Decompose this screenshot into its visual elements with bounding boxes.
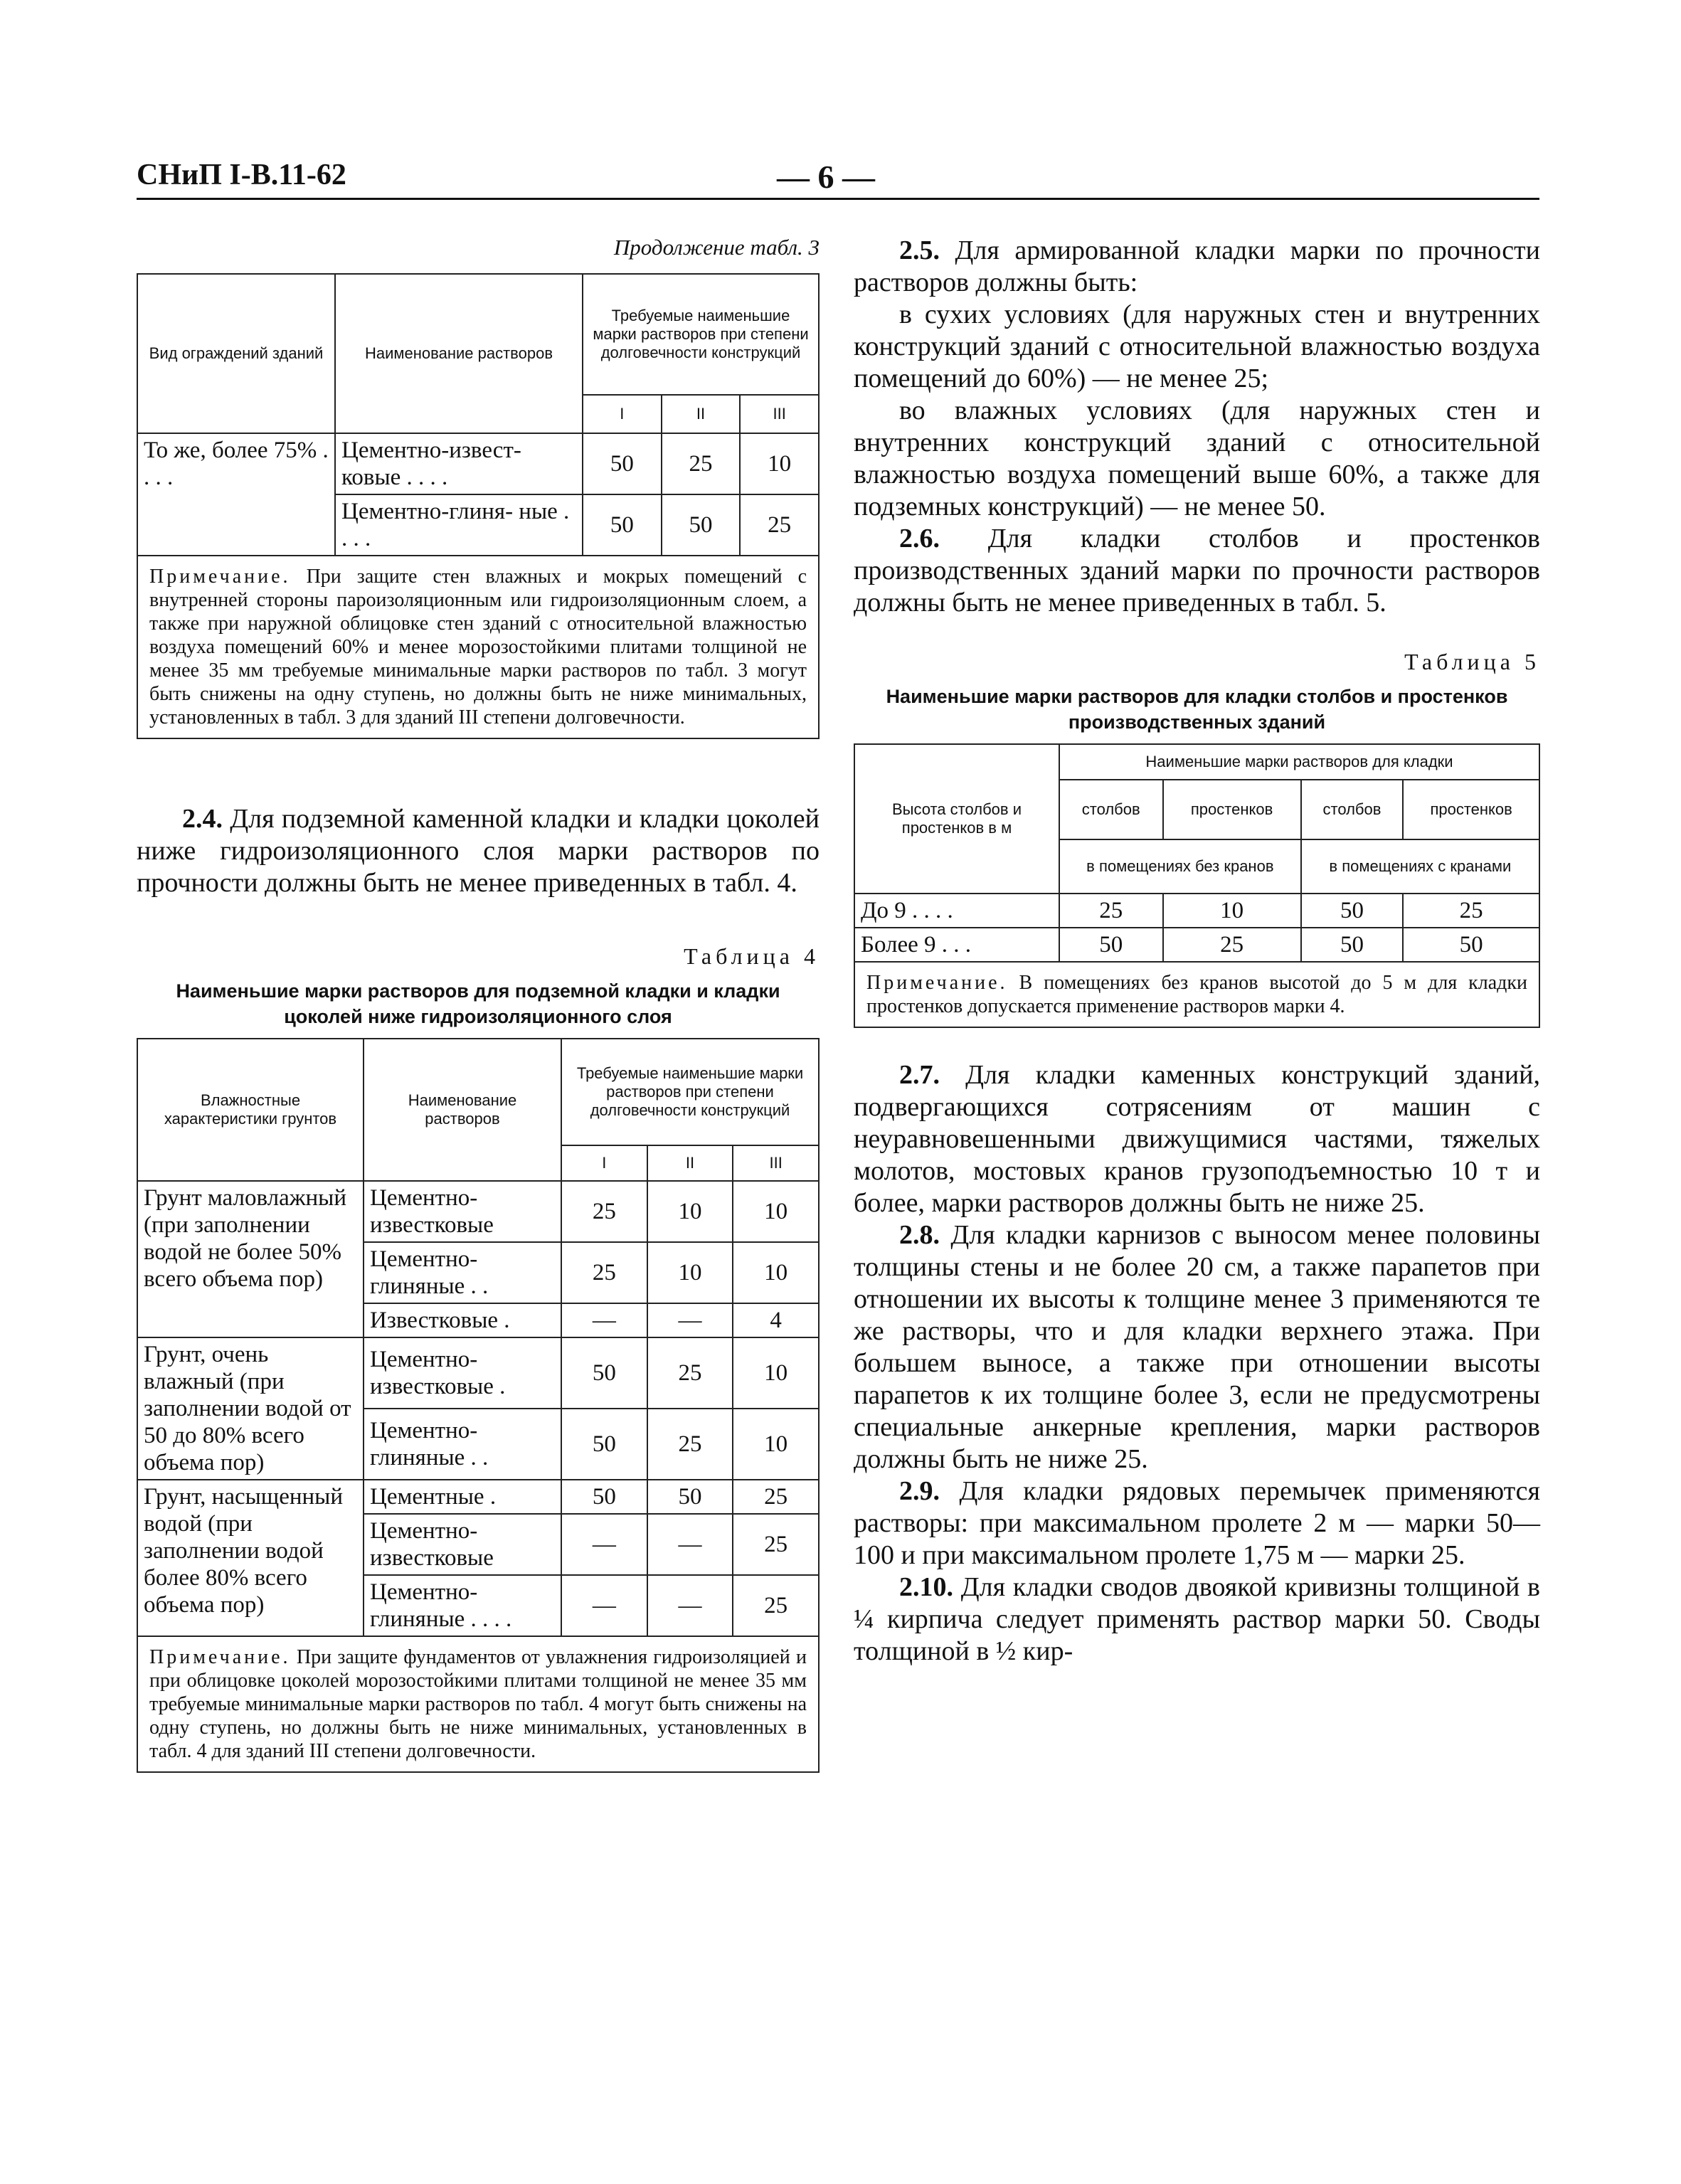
table4-cell: 10 <box>647 1242 733 1303</box>
table5-sub: столбов <box>1301 780 1404 839</box>
document-code: СНиП I-В.11-62 <box>137 159 346 191</box>
table5-cell: 50 <box>1059 928 1163 962</box>
table4-cell: 25 <box>733 1575 819 1636</box>
paragraph-number: 2.6. <box>899 524 940 553</box>
paragraph-2-6 <box>854 523 1540 619</box>
table4-cell: 25 <box>733 1480 819 1514</box>
table4-cell: — <box>647 1575 733 1636</box>
table5-cell: 25 <box>1403 894 1539 928</box>
table5 <box>854 743 1540 1028</box>
table3-cell: 10 <box>740 433 819 494</box>
table3-cell: 50 <box>583 494 662 556</box>
table3-col-requirement: Требуемые наименьшие марки растворов при степени долговечности конструкций <box>583 274 819 395</box>
page-header <box>137 158 1539 200</box>
table3-deg-1: I <box>583 395 662 433</box>
table4-col-requirement: Требуемые наименьшие марки растворов при степени долговечности конструкций <box>561 1039 819 1145</box>
table3-cell: 25 <box>662 433 741 494</box>
table4-cell: 50 <box>561 1480 647 1514</box>
table4-deg-2: II <box>647 1145 733 1181</box>
paragraph-2-9 <box>854 1475 1540 1571</box>
table3-cell: 50 <box>662 494 741 556</box>
table5-cell: 25 <box>1163 928 1301 962</box>
table4-cell: — <box>561 1303 647 1337</box>
table4-note-text: При защите фундаментов от увлажнения гидроизоляцией и при облицовке цоколей морозостойкими плитами толщиной не менее 35 мм требуемые минимальные марки растворов по табл. 4 могут быть снижены на одну ступень, но должны быть не ниже минимальных, установленных в табл. 4 для зданий III степени долговечности. <box>149 1646 807 1762</box>
table5-label: Таблица 5 <box>1404 649 1540 674</box>
table4-cell: 25 <box>647 1337 733 1409</box>
paragraph-2-5 <box>854 235 1540 299</box>
table4-cell: — <box>561 1575 647 1636</box>
table3-cell: 50 <box>583 433 662 494</box>
table4-cell: 10 <box>733 1181 819 1242</box>
table4-note-label: Примечание. <box>149 1646 291 1668</box>
table5-note <box>854 962 1539 1027</box>
table4-cell: 4 <box>733 1303 819 1337</box>
table5-sub: столбов <box>1059 780 1163 839</box>
table3-continuation-caption: Продолжение табл. 3 <box>613 235 820 260</box>
paragraph-number: 2.5. <box>899 235 940 265</box>
table3-row-name: Цементно-глиня- ные . . . . <box>335 494 583 556</box>
table3-continuation <box>137 273 820 739</box>
table5-cell: 50 <box>1301 894 1404 928</box>
page-number: — 6 — <box>777 159 875 195</box>
table4-cell: 25 <box>561 1181 647 1242</box>
table5-cell: 25 <box>1059 894 1163 928</box>
table4-label: Таблица 4 <box>684 943 820 969</box>
table4-deg-1: I <box>561 1145 647 1181</box>
table4-cell: 10 <box>733 1337 819 1409</box>
paragraph-text: Для армированной кладки марки по прочности растворов должны быть: <box>854 235 1540 297</box>
paragraph-number: 2.9. <box>899 1476 940 1506</box>
table4-soil: Грунт, насыщенный водой (при заполнении водой более 80% всего объема пор) <box>137 1480 364 1636</box>
paragraph-text: Для кладки столбов и простенков производственных зданий марки по прочности растворов должны быть не менее приведенных в табл. 5. <box>854 524 1541 617</box>
table5-note-label: Примечание. <box>866 972 1008 994</box>
paragraph-text: Для кладки сводов двоякой кривизны толщиной в ¼ кирпича следует применять раствор марки 50. Своды толщиной в ½ кир- <box>854 1572 1541 1666</box>
right-column <box>854 235 1540 1668</box>
table3-note-text: При защите стен влажных и мокрых помещений с внутренней стороны пароизоляционным или гидроизоляционным слоем, а также при наружной облицовке стен зданий с относительной влажностью воздуха помещений 60% и менее морозостойкими плитами толщиной не менее 35 мм требуемые минимальные марки растворов по табл. 3 могут быть снижены на одну ступень, но должны быть не ниже минимальных, установленных в табл. 3 для зданий III степени долговечности. <box>149 566 807 728</box>
table5-height: Более 9 . . . <box>854 928 1059 962</box>
paragraph-2-7 <box>854 1059 1540 1219</box>
table4-cell: 50 <box>561 1409 647 1480</box>
table3-col-name: Наименование растворов <box>335 274 583 433</box>
table5-cond-cranes: в помещениях с кранами <box>1301 839 1539 894</box>
table5-cell: 50 <box>1301 928 1404 962</box>
table4-name: Цементные . <box>364 1480 561 1514</box>
paragraph-text: Для подземной каменной кладки и кладки цоколей ниже гидроизоляционного слоя марки растворов по прочности должны быть не менее приведенных в табл. 4. <box>137 804 820 898</box>
table4-soil: Грунт маловлажный (при заполнении водой не более 50% всего объема пор) <box>137 1181 364 1337</box>
table3-col-type: Вид ограждений зданий <box>137 274 335 433</box>
table5-title: Наименьшие марки растворов для кладки столбов и простенков производственных зданий <box>886 686 1508 733</box>
table4-cell: 25 <box>733 1514 819 1575</box>
paragraph-2-10 <box>854 1571 1540 1668</box>
table4-cell: 50 <box>561 1337 647 1409</box>
paragraph-number: 2.7. <box>899 1060 940 1090</box>
table3-row-type: То же, более 75% . . . . <box>137 433 335 556</box>
left-column <box>137 235 820 1773</box>
table4-deg-3: III <box>733 1145 819 1181</box>
paragraph-2-5-dry: в сухих условиях (для наружных стен и внутренних конструкций зданий с относительной влажностью воздуха помещений до 60%) — не менее 25; <box>854 299 1540 393</box>
table4 <box>137 1038 820 1773</box>
paragraph-2-5-wet: во влажных условиях (для наружных стен и внутренних конструкций зданий с относительной влажностью воздуха помещений выше 60%, а также для подземных конструкций) — не менее 50. <box>854 396 1540 521</box>
table4-title: Наименьшие марки растворов для подземной кладки и кладки цоколей ниже гидроизоляционного слоя <box>176 980 780 1027</box>
table3-deg-2: II <box>662 395 741 433</box>
table5-col-min: Наименьшие марки растворов для кладки <box>1059 744 1539 780</box>
table4-soil: Грунт, очень влажный (при заполнении водой от 50 до 80% всего объема пор) <box>137 1337 364 1480</box>
table5-height: До 9 . . . . <box>854 894 1059 928</box>
table4-col-soil: Влажностные характеристики грунтов <box>137 1039 364 1181</box>
table4-cell: 10 <box>733 1409 819 1480</box>
table4-cell: — <box>561 1514 647 1575</box>
table5-cell: 50 <box>1403 928 1539 962</box>
table5-sub: простенков <box>1163 780 1301 839</box>
table4-cell: 10 <box>733 1242 819 1303</box>
table5-sub: простенков <box>1403 780 1539 839</box>
table3-note <box>137 556 819 738</box>
table4-name: Цементно-известковые . <box>364 1337 561 1409</box>
table4-name: Цементно-глиняные . . <box>364 1409 561 1480</box>
table4-name: Цементно-известковые <box>364 1514 561 1575</box>
table4-name: Цементно-глиняные . . . . <box>364 1575 561 1636</box>
table4-cell: 10 <box>647 1181 733 1242</box>
table4-col-name: Наименование растворов <box>364 1039 561 1181</box>
paragraph-text: Для кладки карнизов с выносом менее половины толщины стены и не более 20 см, а также парапетов при отношении их высоты к толщине менее 3 применяются те же растворы, что и для кладки верхнего этажа. При большем выносе, а также при отношении высоты парапетов к их толщине более 3, если не предусмотрены специальные анкерные крепления, марки растворов должны быть не ниже 25. <box>854 1220 1541 1474</box>
table3-row-name: Цементно-извест- ковые . . . . <box>335 433 583 494</box>
paragraph-2-8 <box>854 1219 1540 1475</box>
paragraph-2-4 <box>137 803 820 899</box>
table4-name: Цементно-известковые <box>364 1181 561 1242</box>
paragraph-text: Для кладки каменных конструкций зданий, подвергающихся сотрясениям от машин с неуравновешенными движущимися частями, тяжелых молотов, мостовых кранов грузоподъемностью 10 т и более, марки растворов должны быть не ниже 25. <box>854 1060 1540 1218</box>
table4-name: Известковые . <box>364 1303 561 1337</box>
table4-cell: — <box>647 1514 733 1575</box>
table5-cond-no-cranes: в помещениях без кранов <box>1059 839 1301 894</box>
table4-cell: 25 <box>647 1409 733 1480</box>
table4-cell: 50 <box>647 1480 733 1514</box>
table4-name: Цементно-глиняные . . <box>364 1242 561 1303</box>
table3-cell: 25 <box>740 494 819 556</box>
table3-note-label: Примечание. <box>149 566 291 588</box>
table4-cell: — <box>647 1303 733 1337</box>
paragraph-number: 2.4. <box>182 804 223 834</box>
table5-cell: 10 <box>1163 894 1301 928</box>
table4-note <box>137 1636 819 1772</box>
table3-deg-3: III <box>740 395 819 433</box>
paragraph-number: 2.10. <box>899 1572 953 1602</box>
paragraph-number: 2.8. <box>899 1220 940 1250</box>
table4-cell: 25 <box>561 1242 647 1303</box>
table5-note-text: В помещениях без кранов высотой до 5 м для кладки простенков допускается применение растворов марки 4. <box>866 972 1527 1017</box>
table5-col-height: Высота столбов и простенков в м <box>854 744 1059 894</box>
paragraph-text: Для кладки рядовых перемычек применяются растворы: при максимальном пролете 2 м — марки 50—100 и при максимальном пролете 1,75 м — марки 25. <box>854 1476 1541 1570</box>
